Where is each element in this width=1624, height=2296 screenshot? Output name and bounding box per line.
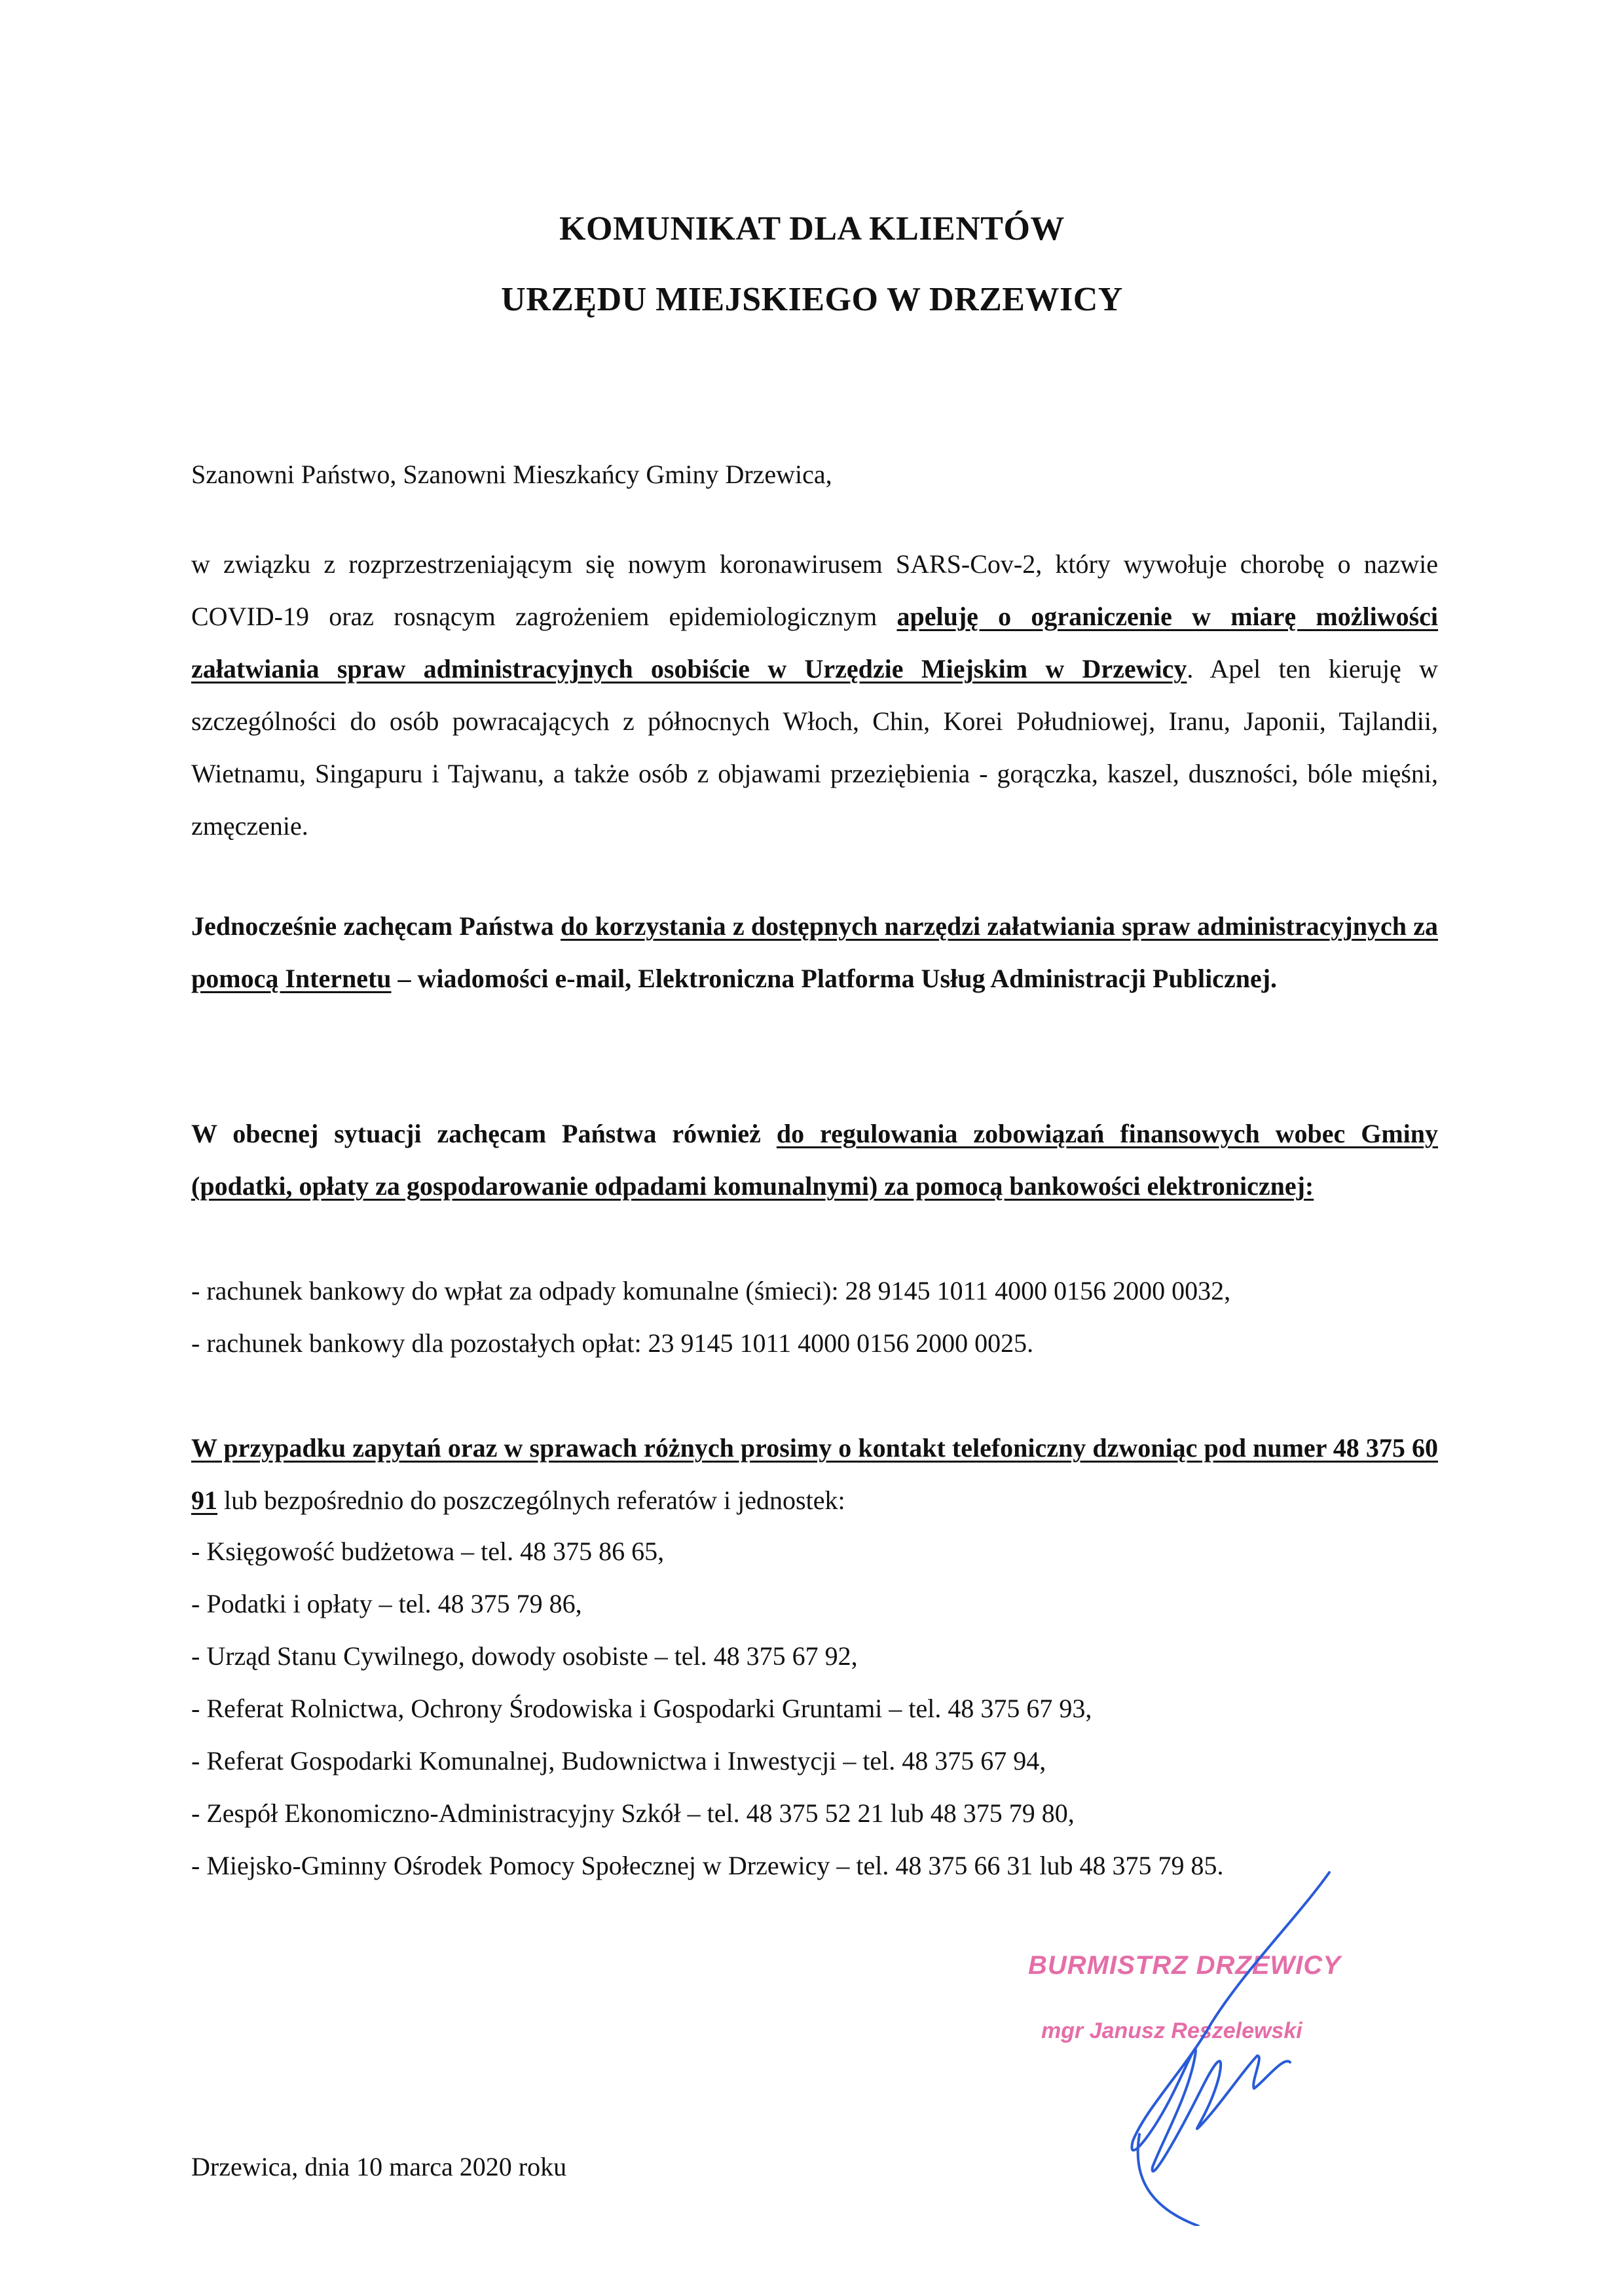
internet-text-a: Jednocześnie zachęcam Państwa (191, 911, 561, 941)
contact-text-b: lub bezpośrednio do poszczególnych referatów i jednostek: (217, 1485, 845, 1515)
appeal-text-a: w związku z rozprzestrzeniającym się nowym koronawirusem SARS-Cov-2, który wywołuje chorobę o nazwie COVID-19 oraz rosnącym zagrożeniem epidemiologicznym (191, 549, 1438, 631)
title-line-1: KOMUNIKAT DLA KLIENTÓW (559, 210, 1065, 247)
bank-account-waste: - rachunek bankowy do wpłat za odpady komunalne (śmieci): 28 9145 1011 4000 0156 2000 0032, (191, 1276, 1231, 1305)
paragraph-internet (191, 900, 1438, 1005)
title-line-2: URZĘDU MIEJSKIEGO W DRZEWICY (501, 281, 1123, 318)
appeal-text-b: . Apel ten kieruję w szczególności do osób powracających z północnych Włoch, Chin, Korei Południowej, Iranu, Japonii, Tajlandii, Wietnamu, Singapuru i Tajwanu, a także osób z objawami przeziębienia - gorączka, kaszel, duszności, bóle mięśni, zmęczenie. (191, 654, 1438, 841)
document-date: Drzewica, dnia 10 marca 2020 roku (191, 2152, 567, 2181)
contact-item: - Księgowość budżetowa – tel. 48 375 86 65, (191, 1537, 665, 1566)
contact-emphasis: W przypadku zapytań oraz w sprawach różnych prosimy o kontakt telefoniczny dzwoniąc pod numer 48 375 60 91 (191, 1433, 1438, 1515)
appeal-emphasis: apeluję o ograniczenie w miarę możliwości załatwiania spraw administracyjnych osobiście w Urzędzie Miejskim w Drzewicy (191, 602, 1439, 683)
greeting: Szanowni Państwo, Szanowni Mieszkańcy Gminy Drzewica, (191, 460, 832, 489)
contact-item: - Referat Gospodarki Komunalnej, Budownictwa i Inwestycji – tel. 48 375 67 94, (191, 1746, 1046, 1776)
banking-emphasis: do regulowania zobowiązań finansowych wobec Gminy (podatki, opłaty za gospodarowanie odpadami komunalnymi) za pomocą bankowości elektronicznej: (191, 1119, 1439, 1201)
internet-emphasis: do korzystania z dostępnych narzędzi załatwiania spraw administracyjnych za pomocą Internetu (191, 911, 1438, 993)
paragraph-appeal (191, 538, 1438, 852)
banking-text-a: W obecnej sytuacji zachęcam Państwa również (191, 1119, 777, 1148)
contact-item: - Urząd Stanu Cywilnego, dowody osobiste – tel. 48 375 67 92, (191, 1641, 858, 1671)
stamp-title: BURMISTRZ DRZEWICY (1028, 1951, 1341, 1980)
contact-item: - Referat Rolnictwa, Ochrony Środowiska i Gospodarki Gruntami – tel. 48 375 67 93, (191, 1694, 1092, 1723)
paragraph-banking (191, 1108, 1438, 1212)
stamp-name: mgr Janusz Reszelewski (1041, 2018, 1302, 2043)
bank-account-other: - rachunek bankowy dla pozostałych opłat: 23 9145 1011 4000 0156 2000 0025. (191, 1328, 1034, 1358)
internet-text-b: – wiadomości e-mail, Elektroniczna Platforma Usług Administracji Publicznej. (391, 964, 1278, 993)
paragraph-contact (191, 1422, 1438, 1527)
contact-item: - Zespół Ekonomiczno-Administracyjny Szkół – tel. 48 375 52 21 lub 48 375 79 80, (191, 1798, 1075, 1828)
signature-icon (1048, 1859, 1388, 2226)
contact-item: - Miejsko-Gminny Ośrodek Pomocy Społecznej w Drzewicy – tel. 48 375 66 31 lub 48 375 79 85. (191, 1851, 1224, 1880)
contact-item: - Podatki i opłaty – tel. 48 375 79 86, (191, 1589, 582, 1618)
